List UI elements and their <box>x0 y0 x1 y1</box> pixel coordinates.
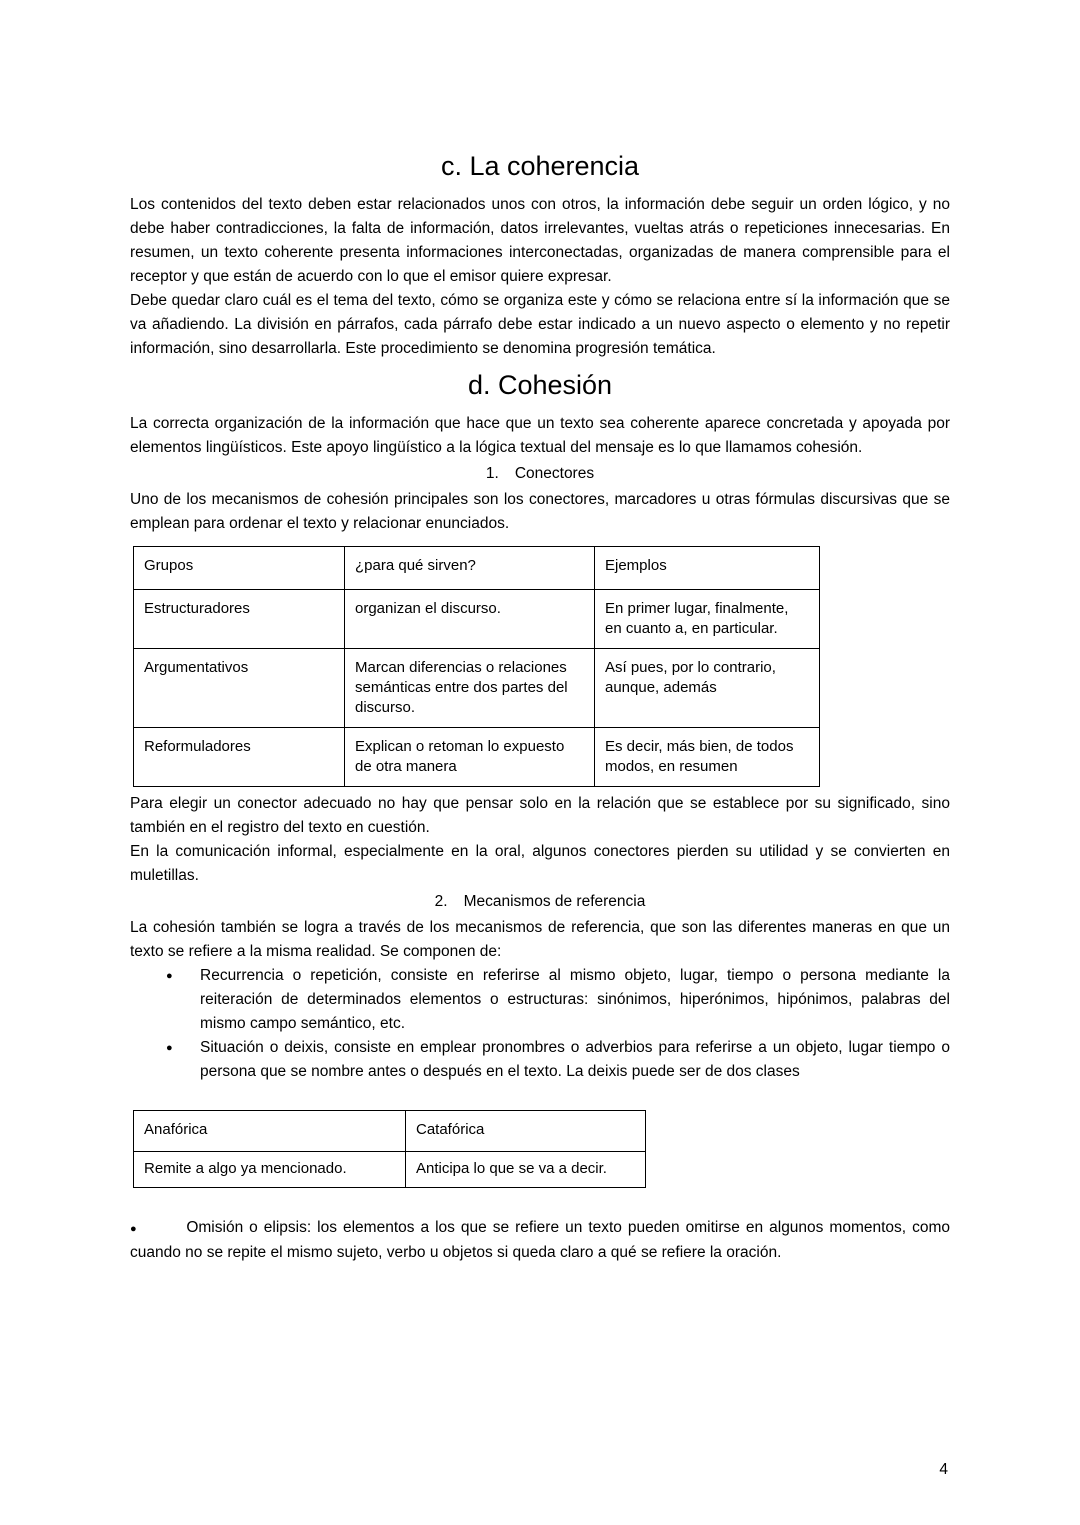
table-cell: Remite a algo ya mencionado. <box>134 1152 406 1188</box>
connectors-header-sirven: ¿para qué sirven? <box>345 547 595 590</box>
subheading-conectores <box>130 462 950 486</box>
list-item <box>130 1036 950 1084</box>
subheading-number: 1. <box>485 465 499 482</box>
table-cell: organizan el discurso. <box>345 590 595 649</box>
subheading-mecanismos <box>130 890 950 914</box>
cohesion-intro-paragraph: La correcta organización de la información que hace que un texto sea coherente aparece concretada y apoyada por elementos lingüísticos. Este apoyo lingüístico a la lógica textual del mensaje es lo que llamamos cohesión. <box>130 415 950 456</box>
table-cell: Estructuradores <box>134 590 345 649</box>
deixis-header-cataforica: Catafórica <box>406 1111 646 1152</box>
table-cell: Marcan diferencias o relaciones semánticas entre dos partes del discurso. <box>345 649 595 728</box>
table-cell: Es decir, más bien, de todos modos, en resumen <box>595 728 820 787</box>
connectors-table-header-row <box>134 547 820 590</box>
table-cell: Explican o retoman lo expuesto de otra manera <box>345 728 595 787</box>
conectores-intro-paragraph: Uno de los mecanismos de cohesión principales son los conectores, marcadores u otras fórmulas discursivas que se emplean para ordenar el texto y relacionar enunciados. <box>130 491 950 532</box>
coherencia-paragraph-2: Debe quedar claro cuál es el tema del texto, cómo se organiza este y cómo se relaciona entre sí la información que se va añadiendo. La división en párrafos, cada párrafo debe estar indicado a un nuevo aspecto o elemento y no repetir información, sino desarrollarla. Este procedimiento se denomina progresión temática. <box>130 292 950 357</box>
list-item-text: Situación o deixis, consiste en emplear pronombres o adverbios para referirse a un objeto, lugar tiempo o persona que se nombre antes o después en el texto. La deixis puede ser de dos clases <box>200 1039 950 1080</box>
section-d-heading: d. Cohesión <box>467 370 613 400</box>
table-row <box>134 649 820 728</box>
connectors-header-ejemplos: Ejemplos <box>595 547 820 590</box>
bullet-icon: ● <box>166 1042 173 1054</box>
connectors-header-grupos: Grupos <box>134 547 345 590</box>
table-row <box>134 590 820 649</box>
referencia-intro-paragraph: La cohesión también se logra a través de los mecanismos de referencia, que son las diferentes maneras en que un texto se refiere a la misma realidad. Se componen de: <box>130 919 950 960</box>
deixis-table-header-row <box>134 1111 646 1152</box>
table-cell: Reformuladores <box>134 728 345 787</box>
coherencia-paragraph-1: Los contenidos del texto deben estar relacionados unos con otros, la información debe seguir un orden lógico, y no debe haber contradicciones, la falta de información, datos irrelevantes, vueltas atrás o repeticiones innecesarias. En resumen, un texto coherente presenta informaciones interconectadas, organizadas de manera comprensible para el receptor y que están de acuerdo con lo que el emisor quiere expresar. <box>130 196 950 285</box>
page-number: 4 <box>939 1461 948 1478</box>
section-c-heading: c. La coherencia <box>440 151 640 181</box>
elipsis-text: Omisión o elipsis: los elementos a los que se refiere un texto pueden omitirse en algunos momentos, como cuando no se repite el mismo sujeto, verbo u objetos si queda claro a qué se refiere la oración. <box>130 1219 950 1261</box>
conectores-after-paragraph-2: En la comunicación informal, especialmente en la oral, algunos conectores pierden su utilidad y se convierten en muletillas. <box>130 843 950 884</box>
list-item <box>130 964 950 1036</box>
deixis-table <box>133 1110 646 1188</box>
deixis-header-anaforica: Anafórica <box>134 1111 406 1152</box>
elipsis-paragraph <box>130 1216 950 1265</box>
subheading-number: 2. <box>434 893 448 910</box>
reference-bullet-list <box>130 964 950 1084</box>
subheading-label: Conectores <box>514 465 595 482</box>
list-item-text: Recurrencia o repetición, consiste en referirse al mismo objeto, lugar, tiempo o persona mediante la reiteración de determinados elementos o estructuras: sinónimos, hiperónimos, hipónimos, palabras del mismo campo semántico, etc. <box>200 967 950 1032</box>
bullet-icon: ● <box>166 970 173 982</box>
table-cell: Así pues, por lo contrario, aunque, además <box>595 649 820 728</box>
table-cell: Anticipa lo que se va a decir. <box>406 1152 646 1188</box>
table-row <box>134 1152 646 1188</box>
connectors-table <box>133 546 820 787</box>
table-cell: En primer lugar, finalmente, en cuanto a, en particular. <box>595 590 820 649</box>
table-row <box>134 728 820 787</box>
conectores-after-paragraph-1: Para elegir un conector adecuado no hay que pensar solo en la relación que se establece por su significado, sino también en el registro del texto en cuestión. <box>130 795 950 836</box>
table-cell: Argumentativos <box>134 649 345 728</box>
subheading-label: Mecanismos de referencia <box>463 893 646 910</box>
bullet-icon: ● <box>130 1223 139 1235</box>
